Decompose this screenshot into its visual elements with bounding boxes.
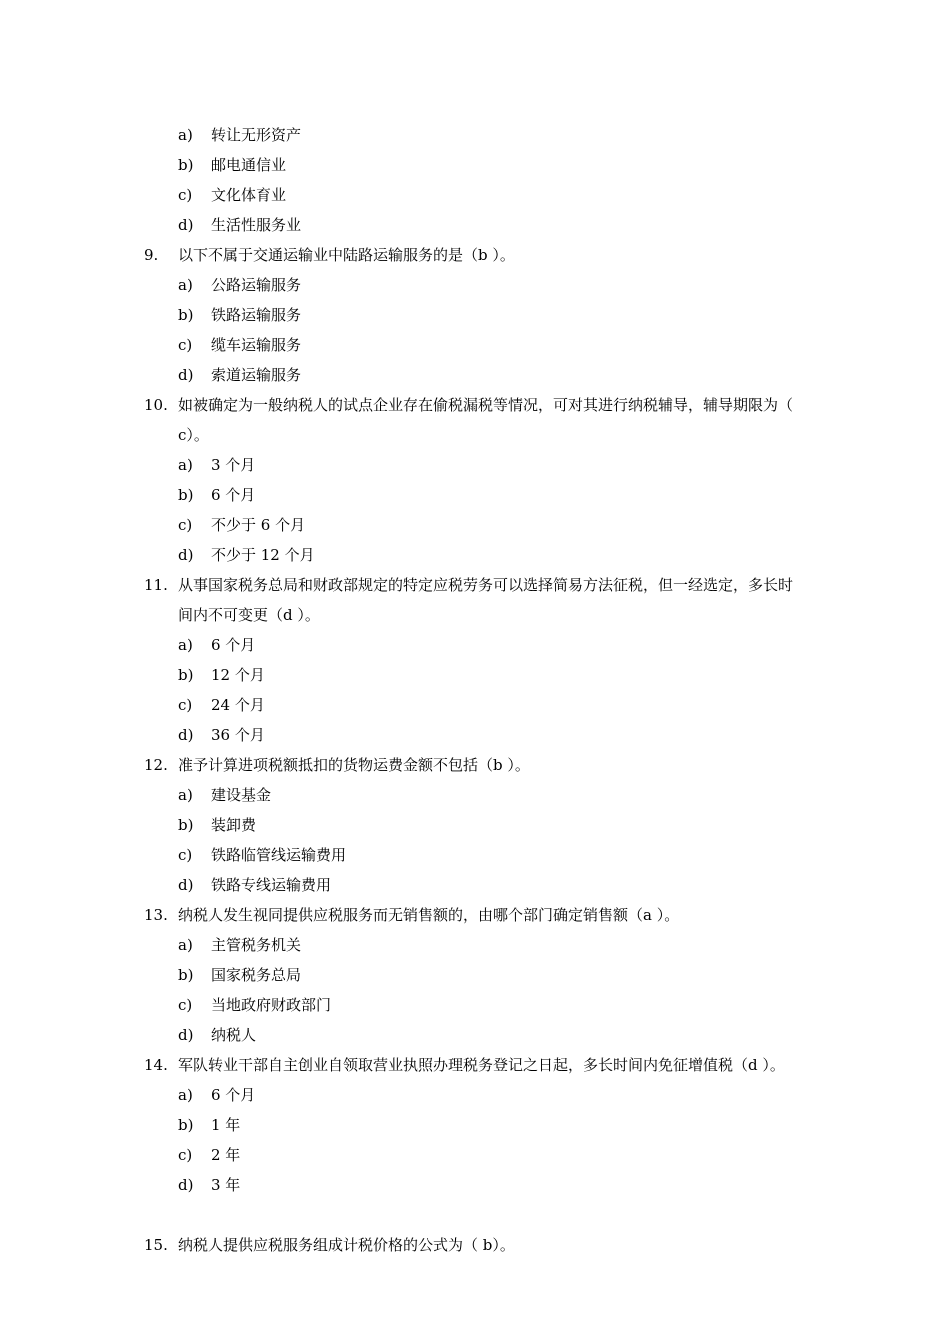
option-text: 公路运输服务: [211, 276, 302, 294]
option-letter: c): [178, 696, 193, 714]
option-letter: b): [178, 966, 194, 984]
option-text: 3 年: [211, 1176, 241, 1194]
question-number: 12.: [144, 756, 168, 774]
question-text-line: 纳税人发生视同提供应税服务而无销售额的，由哪个部门确定销售额（a ）。: [178, 906, 680, 924]
option-text: 缆车运输服务: [211, 336, 302, 354]
question-number: 13.: [144, 906, 168, 924]
option-letter: a): [178, 786, 193, 804]
option-letter: c): [178, 1146, 193, 1164]
option-text: 不少于 12 个月: [211, 546, 315, 564]
option-letter: a): [178, 936, 193, 954]
option-letter: d): [178, 366, 194, 384]
option-letter: a): [178, 276, 193, 294]
option-text: 文化体育业: [211, 186, 287, 204]
question-number: 15.: [144, 1236, 168, 1254]
option-letter: a): [178, 636, 193, 654]
option-letter: d): [178, 726, 194, 744]
option-letter: a): [178, 456, 193, 474]
question-text-line: 从事国家税务总局和财政部规定的特定应税劳务可以选择简易方法征税，但一经选定，多长时: [178, 576, 794, 594]
option-text: 6 个月: [211, 636, 256, 654]
option-text: 生活性服务业: [211, 216, 302, 234]
option-text: 主管税务机关: [211, 936, 302, 954]
option-letter: d): [178, 876, 194, 894]
option-text: 1 年: [211, 1116, 241, 1134]
option-text: 6 个月: [211, 1086, 256, 1104]
question-number: 10.: [144, 396, 168, 414]
option-letter: c): [178, 516, 193, 534]
option-text: 纳税人: [211, 1026, 257, 1044]
question-text-line: 准予计算进项税额抵扣的货物运费金额不包括（b ）。: [178, 756, 530, 774]
option-text: 索道运输服务: [211, 366, 302, 384]
option-text: 国家税务总局: [211, 966, 302, 984]
option-letter: a): [178, 126, 193, 144]
question-text-line: c）。: [178, 426, 209, 444]
option-text: 转让无形资产: [211, 126, 302, 144]
question-number: 14.: [144, 1056, 168, 1074]
option-letter: b): [178, 306, 194, 324]
option-text: 36 个月: [211, 726, 265, 744]
option-text: 邮电通信业: [211, 156, 287, 174]
question-text-line: 以下不属于交通运输业中陆路运输服务的是（b ）。: [178, 246, 515, 264]
option-text: 铁路专线运输费用: [211, 876, 332, 894]
option-text: 不少于 6 个月: [211, 516, 306, 534]
option-text: 3 个月: [211, 456, 256, 474]
option-letter: b): [178, 666, 194, 684]
option-letter: a): [178, 1086, 193, 1104]
option-letter: d): [178, 216, 194, 234]
option-text: 建设基金: [211, 786, 272, 804]
option-text: 6 个月: [211, 486, 256, 504]
option-letter: b): [178, 486, 194, 504]
option-text: 装卸费: [211, 816, 257, 834]
question-text-line: 间内不可变更（d ）。: [178, 606, 320, 624]
question-number: 11.: [144, 576, 168, 594]
question-text-line: 如被确定为一般纳税人的试点企业存在偷税漏税等情况，可对其进行纳税辅导，辅导期限为（: [178, 396, 794, 414]
option-text: 铁路临管线运输费用: [211, 846, 347, 864]
question-text-line: 军队转业干部自主创业自领取营业执照办理税务登记之日起，多长时间内免征增值税（d ）。: [178, 1056, 785, 1074]
option-text: 24 个月: [211, 696, 265, 714]
option-letter: b): [178, 816, 194, 834]
option-letter: c): [178, 336, 193, 354]
option-letter: d): [178, 1176, 194, 1194]
option-letter: c): [178, 846, 193, 864]
question-number: 9.: [144, 246, 159, 264]
option-text: 2 年: [211, 1146, 241, 1164]
option-letter: c): [178, 186, 193, 204]
option-letter: b): [178, 156, 194, 174]
option-letter: c): [178, 996, 193, 1014]
option-text: 当地政府财政部门: [211, 996, 332, 1014]
option-text: 铁路运输服务: [211, 306, 302, 324]
option-letter: d): [178, 1026, 194, 1044]
question-text-line: 纳税人提供应税服务组成计税价格的公式为（ b）。: [178, 1236, 515, 1254]
option-letter: b): [178, 1116, 194, 1134]
option-letter: d): [178, 546, 194, 564]
option-text: 12 个月: [211, 666, 265, 684]
